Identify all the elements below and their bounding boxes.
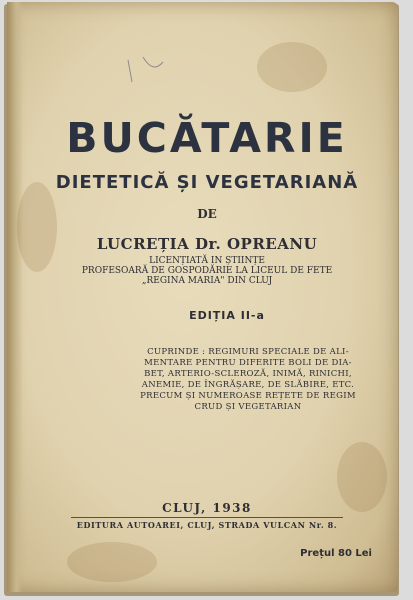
paper-stain (67, 542, 157, 582)
pencil-mark (123, 52, 183, 92)
cover-spine (7, 2, 23, 592)
contents-description (103, 347, 393, 413)
by-label: DE (197, 207, 217, 221)
author-credential: LICENȚIATĂ IN ȘTIINȚE (149, 256, 265, 266)
contents-line: CRUD ȘI VEGETARIAN (194, 402, 302, 412)
contents-line: MENTARE PENTRU DIFERITE BOLI DE DIA- (144, 358, 352, 368)
price-label: Prețul 80 Lei (300, 548, 372, 559)
contents-line: CUPRINDE : REGIMURI SPECIALE DE ALI- (147, 347, 349, 357)
author-name: LUCREȚIA Dr. OPREANU (96, 235, 318, 253)
edition-label: EDIȚIA II-a (189, 309, 265, 322)
contents-line: PRECUM ȘI NUMEROASE REȚETE DE REGIM (140, 391, 356, 401)
place-year: CLUJ, 1938 (162, 501, 252, 515)
author-position: PROFESOARĂ DE GOSPODĂRIE LA LICEUL DE FETE (81, 266, 333, 276)
contents-line: ANEMIE, DE ÎNGRĂȘARE, DE SLĂBIRE, ETC. (141, 380, 355, 390)
publisher-info: EDITURA AUTOAREI, CLUJ, STRADA VULCAN Nr. 8. (76, 520, 338, 530)
paper-stain (257, 42, 327, 92)
contents-line: BET, ARTERIO-SCLEROZĂ, INIMĂ, RINICHI, (144, 369, 352, 379)
book-subtitle: DIETETICĂ ȘI VEGETARIANĂ (55, 172, 359, 193)
author-school: „REGINA MARIA" DIN CLUJ (141, 276, 273, 286)
book-title: BUCĂTARIE (66, 114, 348, 162)
divider (71, 517, 343, 518)
book-cover (7, 2, 398, 592)
